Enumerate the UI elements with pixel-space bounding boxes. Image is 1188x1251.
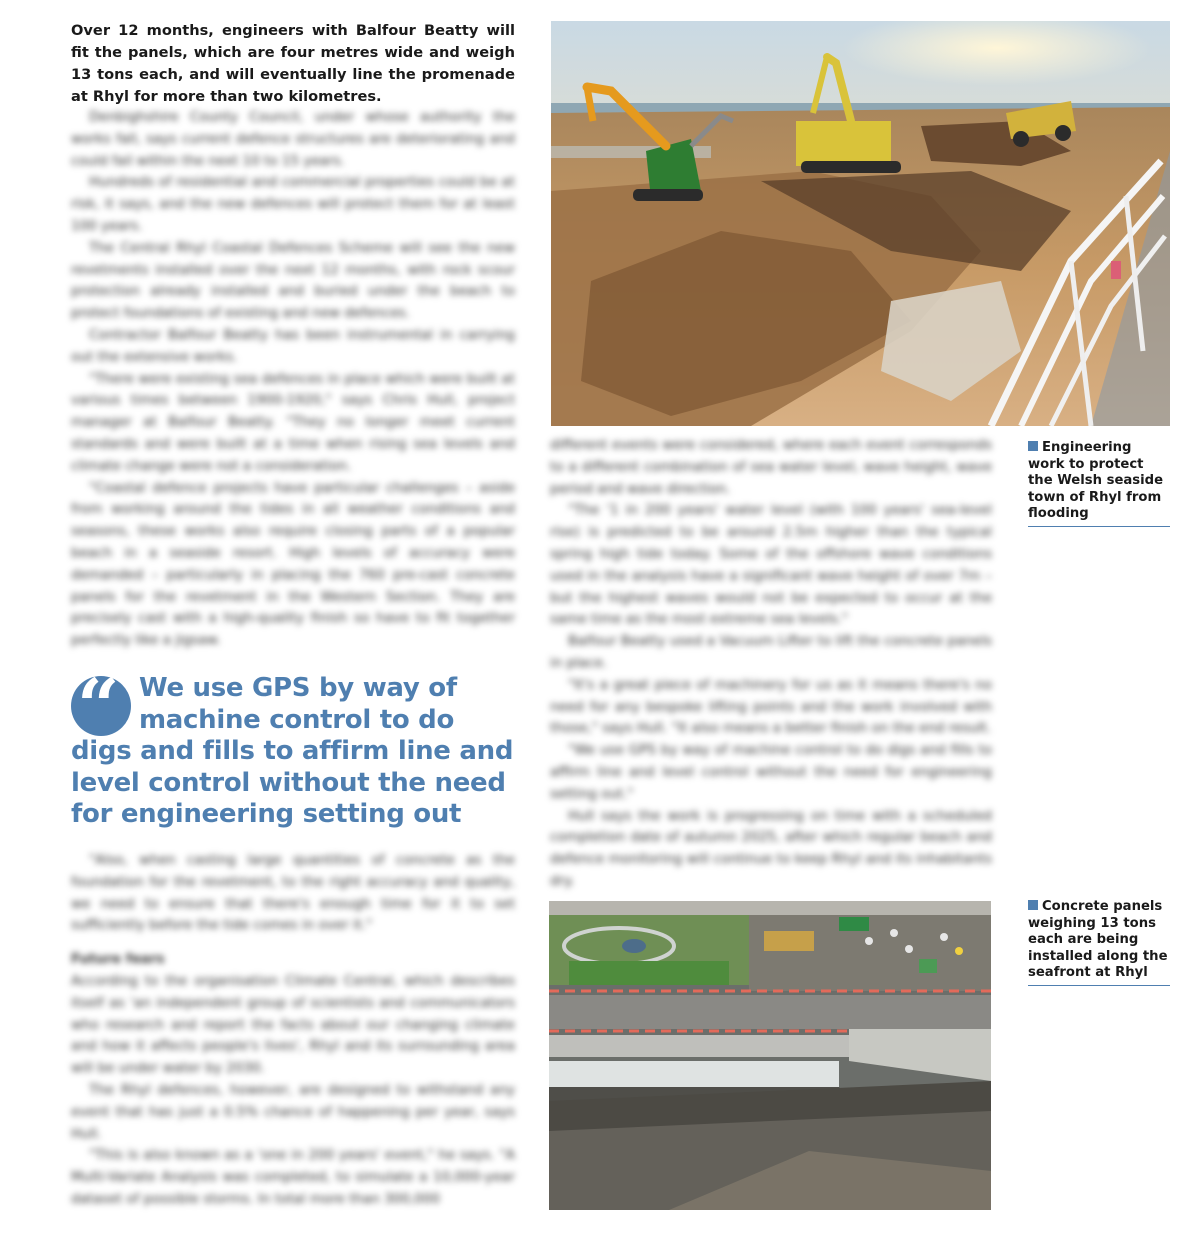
body-paragraph: "Also, when casting large quantities of concrete as the foundation for the revetment, to the right accuracy and quality, we need to ensure that there's enough time for it to set sufficiently before the tide comes in over it." bbox=[71, 852, 515, 934]
pull-quote bbox=[71, 664, 521, 831]
body-paragraph: The Central Rhyl Coastal Defences Scheme will see the new revetments installed over the next 12 months, with rock scour protection already installed and buried under the beach to protect foundations of existing and new defences. bbox=[71, 239, 515, 322]
pull-quote-text: We use GPS by way of machine control to do digs and fills to affirm line and level control without the need for engineering setting out bbox=[71, 673, 514, 829]
photo-seafront-aerial bbox=[549, 901, 991, 1210]
photo-beach-excavation bbox=[551, 21, 1170, 426]
body-paragraph: Hull says the work is progressing on time with a scheduled completion date of autumn 2025, after which regular beach and defence monitoring will continue to keep Rhyl and its inhabitants dry. bbox=[550, 807, 992, 889]
body-paragraph: According to the organisation Climate Central, which describes itself as 'an independent group of scientists and communicators who research and report the facts about our changing climate and how it affects people's lives', Rhyl and its surrounding area will be under water by 2030. bbox=[71, 972, 515, 1077]
section-subheading: Future fears bbox=[71, 951, 165, 968]
body-paragraph: Hundreds of residential and commercial properties could be at risk, it says, and the new defences will protect them for at least 100 years. bbox=[71, 174, 515, 234]
body-paragraph: different events were considered, where each event corresponds to a different combination of sea water level, wave height, wave period and wave direction. bbox=[550, 437, 992, 497]
body-paragraph: "The '1 in 200 years' water level (with 100 years' sea-level rise) is predicted to be around 2.5m higher than the typical spring high tide today. Some of the offshore wave conditions used in the analysis have a significant wave height of over 7m – but the highest waves would not be expected to occur at the same time as the most extreme sea levels." bbox=[550, 502, 992, 628]
caption-photo-2: Concrete panels weighing 13 tons each are being installed along the seafront at Rhyl bbox=[1028, 899, 1170, 986]
left-column-body-bottom bbox=[71, 850, 515, 1211]
caption-square-icon bbox=[1028, 900, 1038, 910]
body-paragraph: Denbighshire County Council, under whose authority the works fall, says current defence structures are deteriorating and could fail within the next 10 to 15 years. bbox=[71, 109, 515, 169]
body-paragraph: Contractor Balfour Beatty has been instrumental in carrying out the extensive works. bbox=[71, 326, 515, 365]
lead-paragraph: Over 12 months, engineers with Balfour Beatty will fit the panels, which are four metres wide and weigh 13 tons each, and will eventually line the promenade at Rhyl for more than two kilometres. bbox=[71, 22, 515, 105]
body-paragraph: "This is also known as a 'one in 200 years' event," he says. "A Multi-Variate Analysis was completed, to simulate a 10,000-year dataset of possible storms. In total more than 300,000 bbox=[71, 1147, 515, 1207]
caption-square-icon bbox=[1028, 441, 1038, 451]
body-paragraph: "We use GPS by way of machine control to do digs and fills to affirm line and level control without the need for engineering setting out." bbox=[550, 742, 992, 802]
body-paragraph: Balfour Beatty used a Vacuum Lifter to lift the concrete panels in place. bbox=[550, 633, 992, 671]
body-paragraph: "Coastal defence projects have particular challenges – aside from working around the tides in all weather conditions and seasons, these works also require closing parts of a popular beach in a seaside resort. High levels of accuracy were demanded – particularly in placing the 760 pre-cast concrete panels for the revetment in the Western Section. They are precisely cast with a high-quality finish so have to fit together perfectly like a jigsaw. bbox=[71, 479, 515, 649]
quote-mark-icon: “ bbox=[71, 676, 131, 736]
left-column-body-top bbox=[71, 107, 515, 652]
body-paragraph: The Rhyl defences, however, are designed to withstand any event that has just a 0.5% chance of happening per year, says Hull. bbox=[71, 1081, 515, 1142]
right-column-body bbox=[550, 435, 992, 893]
body-paragraph: "It's a great piece of machinery for us as it means there's no need for any bespoke lifting points and the work involved with those," says Hull. "It also means a better finish on the end result. bbox=[550, 676, 992, 737]
body-paragraph: "There were existing sea defences in place which were built at various times between 1900-1920," says Chris Hull, project manager at Balfour Beatty. "They no longer meet current standards and were built at a time when rising sea levels and climate change were not a consideration. bbox=[71, 370, 515, 474]
caption-photo-1: Engineering work to protect the Welsh seaside town of Rhyl from flooding bbox=[1028, 440, 1170, 527]
